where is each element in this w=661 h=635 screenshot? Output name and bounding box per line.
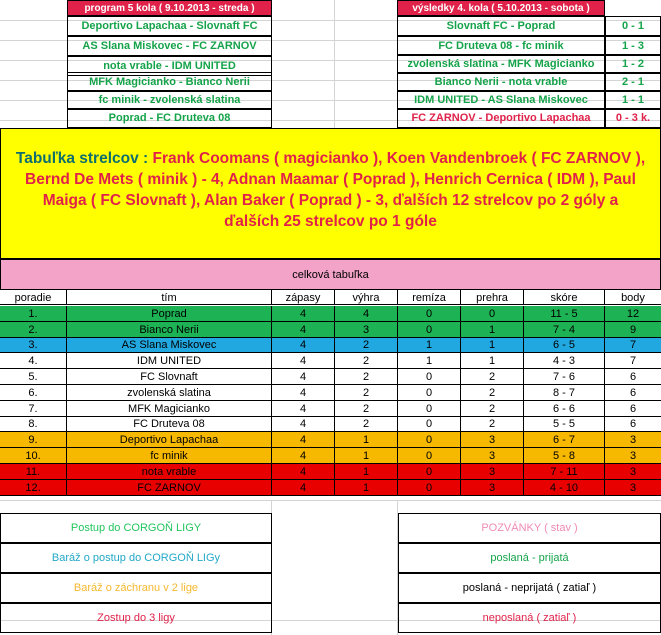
- col-header-lost: prehra: [461, 290, 524, 305]
- col-header-played: zápasy: [272, 290, 335, 305]
- standings-cell-pos: 3.: [0, 338, 67, 354]
- standings-row: [0, 417, 661, 433]
- standings-cell-played: 4: [272, 338, 335, 354]
- standings-cell-team: Deportivo Lapachaa: [67, 432, 272, 448]
- legend-relegation-playoff: Baráž o záchranu v 2 lige: [0, 573, 272, 603]
- standings-cell-draw: 1: [398, 338, 461, 354]
- col-header-won: výhra: [335, 290, 398, 305]
- standings-cell-won: 4: [335, 306, 398, 322]
- standings-row: [0, 338, 661, 354]
- standings-row: [0, 306, 661, 322]
- standings-cell-score: 8 - 7: [524, 385, 605, 401]
- result-score: 0 - 3 k.: [605, 108, 661, 128]
- standings-row: [0, 353, 661, 369]
- standings-cell-points: 3: [629, 465, 637, 478]
- standings-cell-played: 4: [272, 322, 335, 338]
- standings-cell-score: 4 - 10: [524, 480, 605, 496]
- standings-cell-won: 2: [335, 385, 398, 401]
- standings-cell-team: IDM UNITED: [67, 353, 272, 369]
- col-header-team: tím: [67, 290, 272, 305]
- standings-cell-pos: 5.: [0, 369, 67, 385]
- standings-cell-team: nota vrable: [67, 464, 272, 480]
- standings-cell-points: 9: [629, 323, 637, 336]
- standings-cell-team: zvolenská slatina: [67, 385, 272, 401]
- standings-cell-lost: 1: [461, 322, 524, 338]
- standings-cell-points: 6: [629, 418, 637, 431]
- standings-cell-played: 4: [272, 432, 335, 448]
- standings-cell-pos: 12.: [0, 480, 67, 496]
- standings-cell-lost: 2: [461, 369, 524, 385]
- standings-cell-points: 12: [626, 307, 640, 320]
- program-match: Deportivo Lapachaa - Slovnaft FC: [67, 16, 272, 36]
- standings-row: [0, 432, 661, 448]
- standings-cell-won: 2: [335, 338, 398, 354]
- program-match: nota vrable - IDM UNITED: [67, 56, 272, 76]
- standings-cell-won: 2: [335, 353, 398, 369]
- standings-cell-points: 7: [629, 355, 637, 368]
- standings-cell-points: 6: [629, 386, 637, 399]
- standings-row: [0, 322, 661, 338]
- standings-cell-lost: 0: [461, 306, 524, 322]
- result-score: 0 - 1: [605, 16, 661, 36]
- standings-header-row: [0, 290, 661, 305]
- standings-cell-pos: 2.: [0, 322, 67, 338]
- col-header-points: body: [621, 291, 645, 304]
- standings-cell-draw: 0: [398, 464, 461, 480]
- standings-cell-team: FC ZARNOV: [67, 480, 272, 496]
- standings-cell-lost: 3: [461, 464, 524, 480]
- standings-row: [0, 369, 661, 385]
- standings-row: [0, 385, 661, 401]
- col-header-pos: poradie: [0, 290, 67, 305]
- standings-cell-played: 4: [272, 306, 335, 322]
- legend-relegation: Zostup do 3 ligy: [0, 603, 272, 633]
- scorers-label: Tabuľka strelcov :: [15, 150, 149, 167]
- result-score: 2 - 1: [605, 72, 661, 92]
- standings-cell-won: 1: [335, 448, 398, 464]
- program-match: fc minik - zvolenská slatina: [67, 90, 272, 110]
- standings-cell-lost: 1: [461, 353, 524, 369]
- standings-cell-lost: 2: [461, 401, 524, 417]
- standings-cell-draw: 0: [398, 306, 461, 322]
- legend-invite-pending: poslaná - neprijatá ( zatiaľ ): [398, 573, 661, 603]
- standings-cell-draw: 0: [398, 432, 461, 448]
- standings-cell-played: 4: [272, 353, 335, 369]
- standings-cell-pos: 4.: [0, 353, 67, 369]
- standings-row: [0, 401, 661, 417]
- standings-cell-points: 6: [629, 402, 637, 415]
- result-match: Bianco Nerii - nota vrable: [397, 72, 605, 92]
- scorers-box: [0, 128, 661, 259]
- standings-cell-won: 2: [335, 369, 398, 385]
- standings-cell-points: 3: [629, 481, 637, 494]
- standings-cell-lost: 1: [461, 338, 524, 354]
- standings-cell-score: 5 - 5: [524, 417, 605, 433]
- standings-cell-won: 2: [335, 417, 398, 433]
- standings-cell-points: 6: [629, 371, 637, 384]
- standings-cell-lost: 3: [461, 480, 524, 496]
- standings-cell-played: 4: [272, 401, 335, 417]
- standings-cell-score: 4 - 3: [524, 353, 605, 369]
- standings-cell-lost: 2: [461, 385, 524, 401]
- result-match: zvolenská slatina - MFK Magicianko: [397, 54, 605, 74]
- result-score: 1 - 2: [605, 54, 661, 74]
- standings-cell-score: 7 - 6: [524, 369, 605, 385]
- result-score: 1 - 3: [605, 36, 661, 56]
- standings-row: [0, 464, 661, 480]
- program-match: MFK Magicianko - Bianco Nerii: [67, 72, 272, 92]
- standings-cell-score: 7 - 4: [524, 322, 605, 338]
- standings-cell-points: 3: [629, 450, 637, 463]
- standings-cell-draw: 0: [398, 401, 461, 417]
- standings-cell-draw: 1: [398, 353, 461, 369]
- standings-cell-pos: 8.: [0, 417, 67, 433]
- standings-cell-pos: 7.: [0, 401, 67, 417]
- standings-cell-score: 6 - 7: [524, 432, 605, 448]
- standings-cell-score: 5 - 8: [524, 448, 605, 464]
- col-header-draw: remíza: [398, 290, 461, 305]
- legend-invites-title: POZVÁNKY ( stav ): [398, 513, 661, 543]
- standings-cell-team: Poprad: [67, 306, 272, 322]
- program-match: AS Slana Miskovec - FC ZARNOV: [67, 36, 272, 56]
- standings-cell-score: 6 - 6: [524, 401, 605, 417]
- standings-cell-won: 1: [335, 432, 398, 448]
- standings-title: celková tabuľka: [0, 259, 661, 290]
- standings-cell-team: fc minik: [67, 448, 272, 464]
- standings-cell-team: MFK Magicianko: [67, 401, 272, 417]
- results-header: výsledky 4. kola ( 5.10.2013 - sobota ): [397, 0, 605, 16]
- result-match: Slovnaft FC - Poprad: [397, 16, 605, 36]
- legend-promotion: Postup do CORGOŇ LIGY: [0, 513, 272, 543]
- standings-cell-draw: 0: [398, 448, 461, 464]
- standings-row: [0, 480, 661, 496]
- legend-invite-accepted: poslaná - prijatá: [398, 543, 661, 573]
- standings-cell-pos: 10.: [0, 448, 67, 464]
- standings-cell-won: 1: [335, 480, 398, 496]
- standings-cell-played: 4: [272, 417, 335, 433]
- standings-cell-score: 6 - 5: [524, 338, 605, 354]
- standings-cell-team: FC Druteva 08: [67, 417, 272, 433]
- standings-cell-pos: 6.: [0, 385, 67, 401]
- program-match: Poprad - FC Druteva 08: [67, 108, 272, 128]
- standings-cell-won: 2: [335, 401, 398, 417]
- standings-cell-played: 4: [272, 448, 335, 464]
- standings-cell-draw: 0: [398, 417, 461, 433]
- standings-cell-pos: 11.: [0, 464, 67, 480]
- standings-cell-team: FC Slovnaft: [67, 369, 272, 385]
- standings-cell-draw: 0: [398, 369, 461, 385]
- standings-cell-played: 4: [272, 385, 335, 401]
- standings-cell-won: 3: [335, 322, 398, 338]
- col-header-score: skóre: [524, 290, 605, 305]
- standings-cell-team: AS Slana Miskovec: [67, 338, 272, 354]
- standings-cell-pos: 1.: [0, 306, 67, 322]
- standings-cell-won: 1: [335, 464, 398, 480]
- scorers-text: Frank Coomans ( magicianko ), Koen Vandenbroek ( FC ZARNOV ), Bernd De Mets ( minik ) - 4, Adnan Maamar ( Poprad ), Henrich Cernica ( IDM ), Paul Maiga ( FC Slovnaft ), Alan Baker ( Poprad ) - 3, ďalších 12 strelcov po 2 góly a ďalších 25 strelcov po 1 góle: [25, 150, 646, 230]
- result-match: FC Druteva 08 - fc minik: [397, 36, 605, 56]
- standings-cell-team: Bianco Nerii: [67, 322, 272, 338]
- standings-cell-lost: 2: [461, 417, 524, 433]
- standings-row: [0, 448, 661, 464]
- result-match: IDM UNITED - AS Slana Miskovec: [397, 90, 605, 110]
- standings-cell-draw: 0: [398, 480, 461, 496]
- standings-cell-played: 4: [272, 480, 335, 496]
- legend-invite-not-sent: neposlaná ( zatiaľ ): [398, 603, 661, 633]
- standings-cell-played: 4: [272, 464, 335, 480]
- result-match: FC ZARNOV - Deportivo Lapachaa: [397, 108, 605, 128]
- standings-cell-points: 3: [629, 434, 637, 447]
- standings-cell-points: 7: [629, 339, 637, 352]
- standings-cell-draw: 0: [398, 322, 461, 338]
- standings-cell-draw: 0: [398, 385, 461, 401]
- legend-playoff: Baráž o postup do CORGOŇ LIGy: [0, 543, 272, 573]
- standings-cell-score: 7 - 11: [524, 464, 605, 480]
- result-score: 1 - 1: [605, 90, 661, 110]
- program-header: program 5 kola ( 9.10.2013 - streda ): [67, 0, 272, 16]
- standings-cell-played: 4: [272, 369, 335, 385]
- standings-cell-score: 11 - 5: [524, 306, 605, 322]
- standings-cell-pos: 9.: [0, 432, 67, 448]
- standings-cell-lost: 3: [461, 432, 524, 448]
- standings-cell-lost: 3: [461, 448, 524, 464]
